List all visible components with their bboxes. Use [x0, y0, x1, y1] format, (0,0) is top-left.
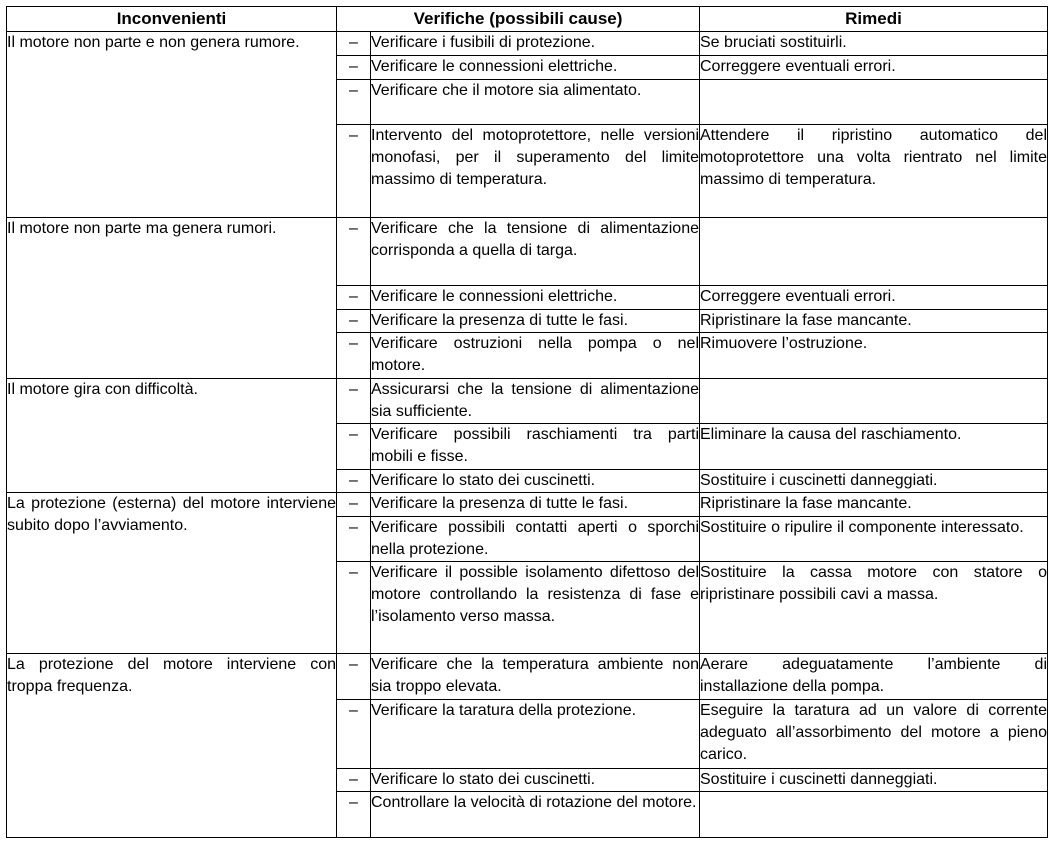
table-row: [7, 378, 1048, 424]
check-cell: Verificare lo stato dei cuscinetti.: [371, 768, 700, 791]
dash-bullet: –: [337, 217, 371, 286]
check-cell: Controllare la velocità di rotazione del motore.: [371, 792, 700, 838]
check-cell: Verificare possibili raschiamenti tra parti mobili e fisse.: [371, 424, 700, 470]
check-cell: Verificare i fusibili di protezione.: [371, 32, 700, 56]
dash-bullet: –: [337, 469, 371, 492]
check-cell: Verificare ostruzioni nella pompa o nel motore.: [371, 333, 700, 379]
dash-bullet: –: [337, 333, 371, 379]
table-row: [7, 217, 1048, 286]
remedy-cell: Sostituire la cassa motore con statore o ripristinare possibili cavi a massa.: [700, 562, 1048, 654]
check-cell: Assicurarsi che la tensione di alimentazione sia sufficiente.: [371, 378, 700, 424]
troubleshooting-table: [6, 6, 1048, 838]
dash-bullet: –: [337, 309, 371, 332]
check-cell: Verificare lo stato dei cuscinetti.: [371, 469, 700, 492]
check-cell: Verificare il possible isolamento difettoso del motore controllando la resistenza di fase e l’isolamento verso massa.: [371, 562, 700, 654]
remedy-cell: Sostituire i cuscinetti danneggiati.: [700, 469, 1048, 492]
check-cell: Intervento del motoprotettore, nelle versioni monofasi, per il superamento del limite massimo di temperatura.: [371, 125, 700, 217]
check-cell: Verificare la taratura della protezione.: [371, 699, 700, 768]
dash-bullet: –: [337, 699, 371, 768]
header-problems: Inconvenienti: [7, 7, 337, 32]
remedy-cell: Sostituire i cuscinetti danneggiati.: [700, 768, 1048, 791]
dash-bullet: –: [337, 516, 371, 562]
remedy-cell: Eseguire la taratura ad un valore di corrente adeguato all’assorbimento del motore a pieno carico.: [700, 699, 1048, 768]
problem-cell: La protezione del motore interviene con troppa frequenza.: [7, 654, 337, 838]
table-row: [7, 32, 1048, 56]
table-row: [7, 493, 1048, 516]
remedy-cell: Se bruciati sostituirli.: [700, 32, 1048, 56]
remedy-cell: [700, 792, 1048, 838]
check-cell: Verificare possibili contatti aperti o sporchi nella protezione.: [371, 516, 700, 562]
dash-bullet: –: [337, 79, 371, 125]
check-cell: Verificare la presenza di tutte le fasi.: [371, 493, 700, 516]
table-row: [7, 654, 1048, 700]
header-checks: Verifiche (possibili cause): [337, 7, 700, 32]
check-cell: Verificare la presenza di tutte le fasi.: [371, 309, 700, 332]
dash-bullet: –: [337, 125, 371, 217]
header-row: [7, 7, 1048, 32]
remedy-cell: Aerare adeguatamente l’ambiente di installazione della pompa.: [700, 654, 1048, 700]
remedy-cell: Rimuovere l’ostruzione.: [700, 333, 1048, 379]
dash-bullet: –: [337, 654, 371, 700]
table-body: [7, 32, 1048, 838]
remedy-cell: Eliminare la causa del raschiamento.: [700, 424, 1048, 470]
dash-bullet: –: [337, 768, 371, 791]
problem-cell: La protezione (esterna) del motore interviene subito dopo l’avviamento.: [7, 493, 337, 654]
dash-bullet: –: [337, 562, 371, 654]
problem-cell: Il motore non parte ma genera rumori.: [7, 217, 337, 378]
remedy-cell: Correggere eventuali errori.: [700, 286, 1048, 309]
check-cell: Verificare che la temperatura ambiente non sia troppo elevata.: [371, 654, 700, 700]
remedy-cell: [700, 378, 1048, 424]
problem-cell: Il motore gira con difficoltà.: [7, 378, 337, 493]
check-cell: Verificare le connessioni elettriche.: [371, 286, 700, 309]
dash-bullet: –: [337, 424, 371, 470]
dash-bullet: –: [337, 378, 371, 424]
check-cell: Verificare che il motore sia alimentato.: [371, 79, 700, 125]
remedy-cell: Ripristinare la fase mancante.: [700, 309, 1048, 332]
check-cell: Verificare che la tensione di alimentazione corrisponda a quella di targa.: [371, 217, 700, 286]
dash-bullet: –: [337, 792, 371, 838]
dash-bullet: –: [337, 32, 371, 56]
problem-cell: Il motore non parte e non genera rumore.: [7, 32, 337, 218]
remedy-cell: Attendere il ripristino automatico del motoprotettore una volta rientrato nel limite massimo di temperatura.: [700, 125, 1048, 217]
remedy-cell: Sostituire o ripulire il componente interessato.: [700, 516, 1048, 562]
remedy-cell: Ripristinare la fase mancante.: [700, 493, 1048, 516]
check-cell: Verificare le connessioni elettriche.: [371, 56, 700, 79]
dash-bullet: –: [337, 56, 371, 79]
remedy-cell: Correggere eventuali errori.: [700, 56, 1048, 79]
dash-bullet: –: [337, 493, 371, 516]
remedy-cell: [700, 79, 1048, 125]
header-remedies: Rimedi: [700, 7, 1048, 32]
dash-bullet: –: [337, 286, 371, 309]
remedy-cell: [700, 217, 1048, 286]
